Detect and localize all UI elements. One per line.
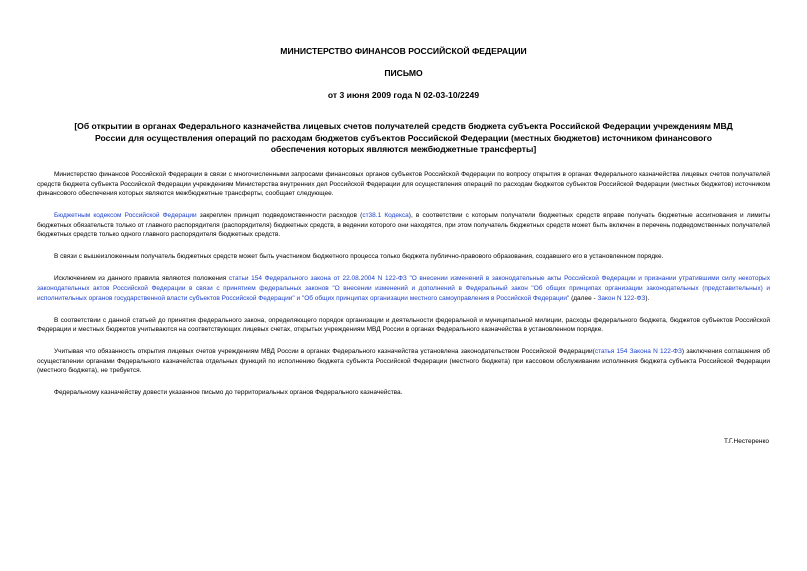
paragraph-4 xyxy=(37,274,770,303)
paragraph-6-text-1: Учитывая что обязанность открытия лицевых счетов учреждениям МВД России в органах Федерального казначейства установлена законодательством Российской Федерации( xyxy=(54,348,595,356)
paragraph-1: Министерство финансов Российской Федерации в связи с многочисленными запросами финансовых органов субъектов Российской Федерации по вопросу открытия в органах Федерального казначейства лицевых счетов получателей средств бюджета субъекта Российской Федерации учреждениям Министерства внутренних дел Российской Федерации для осуществления операций по расходам бюджетов субъектов Российской Федерации (местных бюджетов) источником финансового обеспечения которых являются межбюджетные трансферты, сообщает следующее. xyxy=(37,171,770,198)
paragraph-2-text-2: ), в соответствии с которым получатели бюджетных средств вправе получать бюджетные ассигнования и лимиты бюджетных обязательств только от главного распорядителя (распорядителя) бюджетных средств, в ведении которого они находятся, при этом получатель бюджетных средств может быть включен в перечень подведомственных получателей бюджетных средств только одного главного распорядителя бюджетных средств. xyxy=(37,212,770,239)
article-154-law-link[interactable]: статьи 154 Федерального закона от 22.08.2004 N 122-ФЗ "О внесении изменений в законодательные акты Российской Федерации и признании утратившими силу некоторых законодательных актов Российской Федерации в связи с принятием федеральных законов "О внесении изменений и дополнений в Федеральный закон "Об общих принципах организации законодательных (представительных) и исполнительных органов государственной власти субъектов Российской Федерации" и "Об общих принципах организации местного самоуправления в Российской Федерации" xyxy=(37,275,770,302)
law-122-fz-link[interactable]: Закон N 122-ФЗ xyxy=(597,294,646,302)
document-subject: [Об открытии в органах Федерального казначейства лицевых счетов получателей средств бюджета субъекта Российской Федерации учреждениям МВД России для осуществления операций по расходам бюджетов субъектов Российской Федерации (местных бюджетов) источником финансового обеспечения которых являются межбюджетные трансферты] xyxy=(74,121,733,154)
article-154-122-fz-link[interactable]: статья 154 Закона N 122-ФЗ xyxy=(594,348,682,356)
paragraph-3: В связи с вышеизложенным получатель бюджетных средств может быть участником бюджетного процесса только бюджета публично-правового образования, создавшего его в установленном порядке. xyxy=(54,253,664,261)
paragraph-2 xyxy=(37,211,770,240)
paragraph-7: Федеральному казначейству довести указанное письмо до территориальных органов Федерального казначейства. xyxy=(54,389,403,397)
paragraph-5: В соответствии с данной статьей до принятия федерального закона, определяющего порядок организации и деятельности федеральной и муниципальной милиции, расходы федерального бюджета, бюджетов субъектов Российской Федерации и местных бюджетов учитываются на соответствующих лицевых счетах, открытых учреждениям МВД России в органах Федерального казначейства в установленном порядке. xyxy=(37,316,770,334)
document-type: ПИСЬМО xyxy=(384,68,423,78)
paragraph-4-text-3: ). xyxy=(645,294,650,302)
paragraph-4-text-2: (далее - xyxy=(569,294,598,302)
budget-code-link[interactable]: Бюджетным кодексом Российской Федерации xyxy=(54,212,197,220)
paragraph-4-text-1: Исключением из данного правила являются положения xyxy=(54,275,229,283)
paragraph-6 xyxy=(37,347,770,376)
signature: Т.Г.Нестеренко xyxy=(723,438,769,445)
article-38-1-link[interactable]: ст38.1 Кодекса xyxy=(362,212,409,220)
document-date-number: от 3 июня 2009 года N 02-03-10/2249 xyxy=(327,90,480,100)
document-body xyxy=(37,170,770,410)
paragraph-2-text-1: закреплен принцип подведомственности расходов ( xyxy=(196,212,363,220)
ministry-title: МИНИСТЕРСТВО ФИНАНСОВ РОССИЙСКОЙ ФЕДЕРАЦИИ xyxy=(280,46,527,56)
paragraph-6-text-2: ) заключения соглашения об осуществлении органами Федерального казначейства отдельных функций по исполнению бюджета субъекта Российской Федерации (местного бюджета) при кассовом обслуживании исполнения бюджета субъекта Российской Федерации (местного бюджета), не требуется. xyxy=(37,348,770,375)
